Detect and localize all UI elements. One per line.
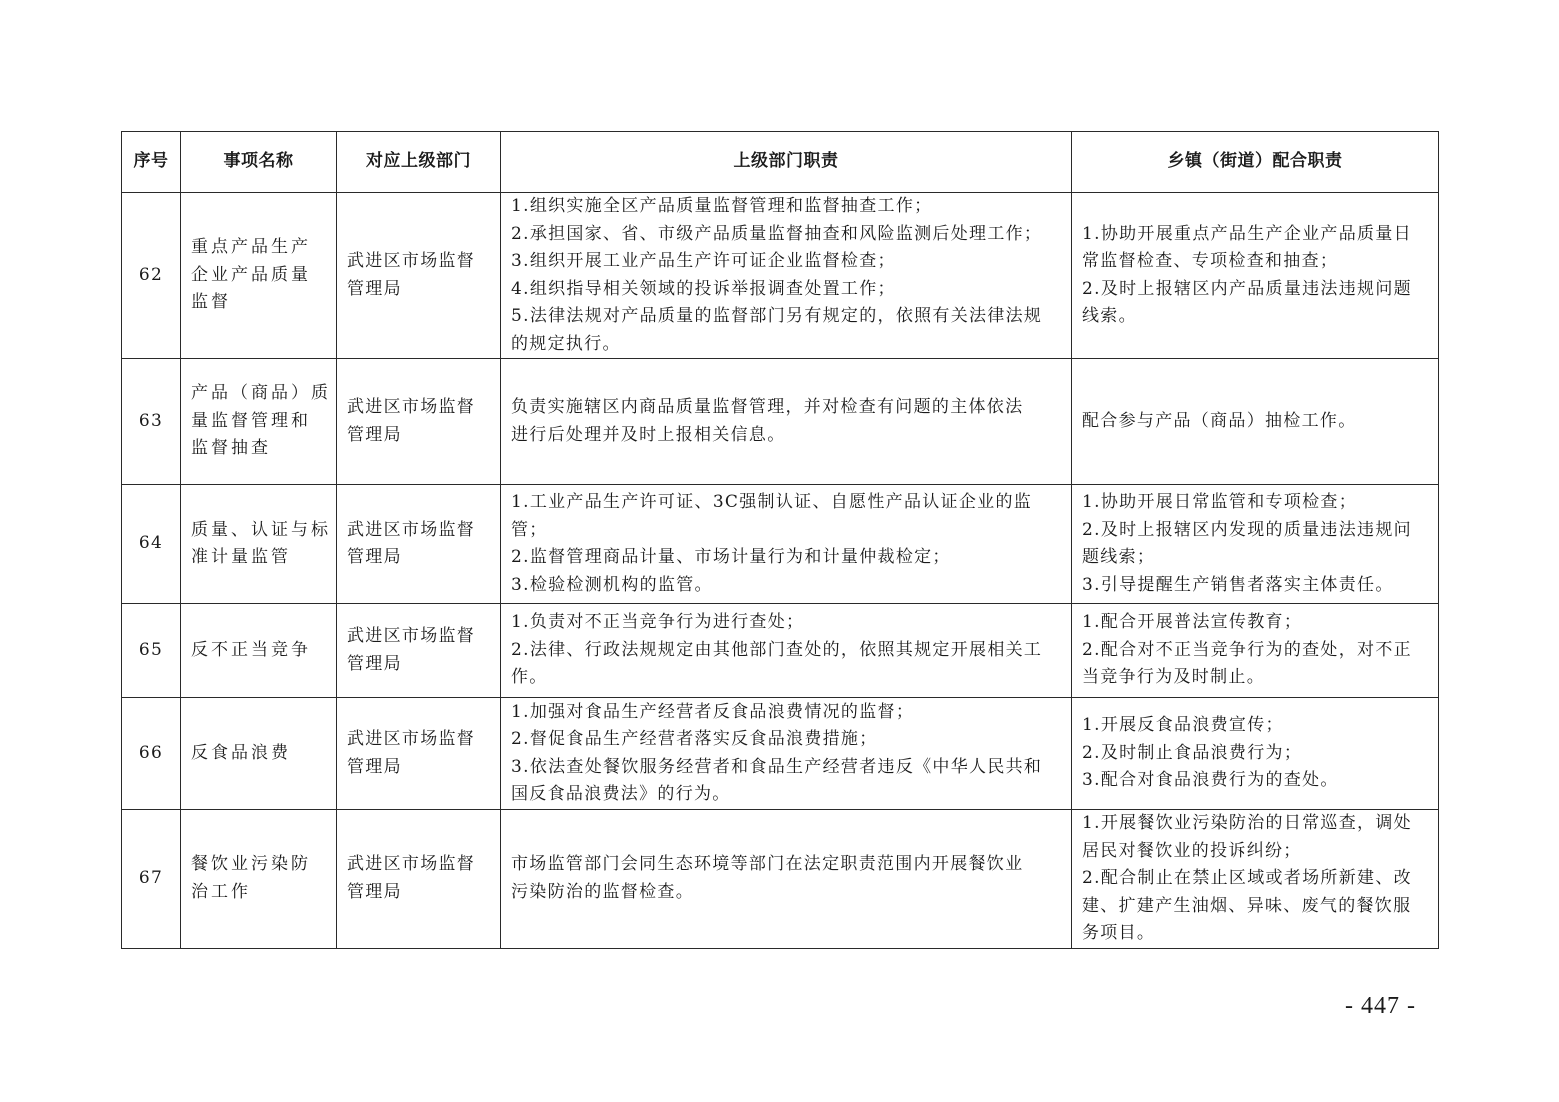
cell-text-line: 餐饮业污染防 (191, 854, 311, 875)
cell-text-line: 武进区市场监督 (347, 397, 476, 417)
cell-upper-duties (501, 485, 1072, 604)
cell-item-name (181, 193, 337, 359)
cell-text-line: 常监督检查、专项检查和抽查； (1082, 251, 1339, 271)
cell-text-line: 2.配合制止在禁止区域或者场所新建、改 (1082, 868, 1412, 888)
header-row (122, 132, 1439, 193)
cell-item-name (181, 604, 337, 698)
cell-text-line: 管； (511, 519, 548, 540)
cell-serial-number: 62 (122, 193, 181, 359)
cell-text-line: 治工作 (191, 881, 251, 902)
cell-text-line: 企业产品质量 (191, 264, 311, 285)
cell-text-line: 管理局 (347, 278, 402, 299)
cell-text-line: 题线索； (1082, 547, 1156, 567)
cell-item-name (181, 359, 337, 485)
cell-text-line: 线索。 (1082, 306, 1137, 326)
cell-text-line: 1.协助开展重点产品生产企业产品质量日 (1082, 223, 1412, 244)
cell-text-line: 管理局 (347, 547, 402, 567)
cell-text-line: 管理局 (347, 756, 402, 777)
cell-text-line: 居民对餐饮业的投诉纠纷； (1082, 840, 1302, 861)
cell-upper-duties (501, 698, 1072, 810)
cell-text-line: 1.负责对不正当竞争行为进行查处； (511, 612, 805, 633)
cell-text-line: 建、扩建产生油烟、异味、废气的餐饮服 (1082, 895, 1412, 916)
cell-upper-department (337, 604, 501, 698)
table-row (122, 698, 1439, 810)
cell-township-duties (1072, 359, 1439, 485)
cell-serial-number: 65 (122, 604, 181, 698)
cell-upper-department (337, 193, 501, 359)
cell-text-line: 量监督管理和 (191, 410, 311, 431)
cell-text-line: 重点产品生产 (191, 237, 311, 258)
cell-text-line: 污染防治的监督检查。 (511, 881, 694, 902)
cell-upper-duties (501, 810, 1072, 949)
table-row (122, 193, 1439, 359)
cell-upper-department (337, 698, 501, 810)
cell-serial-number: 64 (122, 485, 181, 604)
cell-upper-department (337, 485, 501, 604)
cell-text-line: 2.承担国家、省、市级产品质量监督抽查和风险监测后处理工作； (511, 223, 1043, 244)
cell-text-line: 管理局 (347, 424, 402, 445)
cell-text-line: 3.配合对食品浪费行为的查处。 (1082, 770, 1339, 791)
cell-serial-number: 66 (122, 698, 181, 810)
cell-text-line: 准计量监管 (191, 547, 291, 567)
cell-text-line: 2.及时上报辖区内发现的质量违法违规问 (1082, 519, 1412, 540)
cell-text-line: 国反食品浪费法》的行为。 (511, 784, 731, 804)
cell-text-line: 市场监管部门会同生态环境等部门在法定职责范围内开展餐饮业 (511, 854, 1024, 875)
duty-table (121, 131, 1439, 949)
cell-text-line: 1.加强对食品生产经营者反食品浪费情况的监督； (511, 701, 915, 722)
cell-text-line: 质量、认证与标 (191, 519, 331, 540)
cell-text-line: 武进区市场监督 (347, 854, 476, 875)
cell-serial-number: 63 (122, 359, 181, 485)
cell-text-line: 产品（商品）质 (191, 383, 331, 404)
cell-text-line: 武进区市场监督 (347, 519, 476, 540)
cell-upper-department (337, 359, 501, 485)
cell-text-line: 3.组织开展工业产品生产许可证企业监督检查； (511, 251, 896, 271)
page-number: - 447 - (1345, 993, 1416, 1019)
cell-text-line: 1.开展餐饮业污染防治的日常巡查，调处 (1082, 813, 1412, 833)
cell-text-line: 务项目。 (1082, 923, 1156, 943)
cell-text-line: 1.工业产品生产许可证、3C强制认证、自愿性产品认证企业的监 (511, 492, 1033, 512)
cell-text-line: 3.引导提醒生产销售者落实主体责任。 (1082, 574, 1394, 595)
cell-upper-duties (501, 604, 1072, 698)
cell-text-line: 4.组织指导相关领域的投诉举报调查处置工作； (511, 278, 896, 299)
cell-text-line: 2.及时制止食品浪费行为； (1082, 742, 1303, 763)
cell-text-line: 2.法律、行政法规规定由其他部门查处的，依照其规定开展相关工 (511, 639, 1043, 660)
table-row (122, 810, 1439, 949)
cell-text-line: 3.依法查处餐饮服务经营者和食品生产经营者违反《中华人民共和 (511, 756, 1043, 777)
table-row (122, 359, 1439, 485)
header-item-name: 事项名称 (181, 132, 337, 193)
cell-township-duties (1072, 698, 1439, 810)
cell-text-line: 1.配合开展普法宣传教育； (1082, 612, 1303, 633)
cell-text-line: 2.督促食品生产经营者落实反食品浪费措施； (511, 729, 878, 749)
cell-text-line: 武进区市场监督 (347, 626, 476, 646)
header-serial-number: 序号 (122, 132, 181, 193)
cell-text-line: 2.及时上报辖区内产品质量违法违规问题 (1082, 278, 1412, 299)
header-township-duties: 乡镇（街道）配合职责 (1072, 132, 1439, 193)
cell-text-line: 进行后处理并及时上报相关信息。 (511, 424, 786, 445)
cell-text-line: 武进区市场监督 (347, 251, 476, 271)
cell-item-name (181, 485, 337, 604)
cell-text-line: 负责实施辖区内商品质量监督管理，并对检查有问题的主体依法 (511, 397, 1024, 417)
cell-text-line: 管理局 (347, 653, 402, 674)
cell-text-line: 2.配合对不正当竞争行为的查处，对不正 (1082, 639, 1412, 660)
cell-text-line: 反不正当竞争 (191, 639, 311, 660)
cell-text-line: 1.协助开展日常监管和专项检查； (1082, 492, 1358, 512)
cell-text-line: 的规定执行。 (511, 333, 621, 354)
cell-text-line: 作。 (511, 667, 548, 688)
header-upper-duties: 上级部门职责 (501, 132, 1072, 193)
table-row (122, 485, 1439, 604)
cell-text-line: 5.法律法规对产品质量的监督部门另有规定的，依照有关法律法规 (511, 306, 1043, 326)
cell-text-line: 监督 (191, 292, 231, 313)
cell-text-line: 3.检验检测机构的监管。 (511, 574, 713, 595)
cell-text-line: 配合参与产品（商品）抽检工作。 (1082, 410, 1357, 431)
cell-text-line: 1.组织实施全区产品质量监督管理和监督抽查工作； (511, 196, 933, 216)
table-body (122, 193, 1439, 949)
header-upper-department: 对应上级部门 (337, 132, 501, 193)
cell-text-line: 1.开展反食品浪费宣传； (1082, 715, 1284, 736)
cell-text-line: 反食品浪费 (191, 742, 291, 763)
cell-upper-department (337, 810, 501, 949)
cell-text-line: 2.监督管理商品计量、市场计量行为和计量仲裁检定； (511, 547, 951, 567)
cell-text-line: 当竞争行为及时制止。 (1082, 667, 1265, 688)
cell-text-line: 武进区市场监督 (347, 729, 476, 749)
cell-upper-duties (501, 193, 1072, 359)
cell-item-name (181, 810, 337, 949)
cell-serial-number: 67 (122, 810, 181, 949)
cell-text-line: 管理局 (347, 881, 402, 902)
table-row (122, 604, 1439, 698)
cell-item-name (181, 698, 337, 810)
cell-text-line: 监督抽查 (191, 438, 271, 459)
cell-township-duties (1072, 193, 1439, 359)
cell-township-duties (1072, 810, 1439, 949)
cell-upper-duties (501, 359, 1072, 485)
cell-township-duties (1072, 604, 1439, 698)
cell-township-duties (1072, 485, 1439, 604)
